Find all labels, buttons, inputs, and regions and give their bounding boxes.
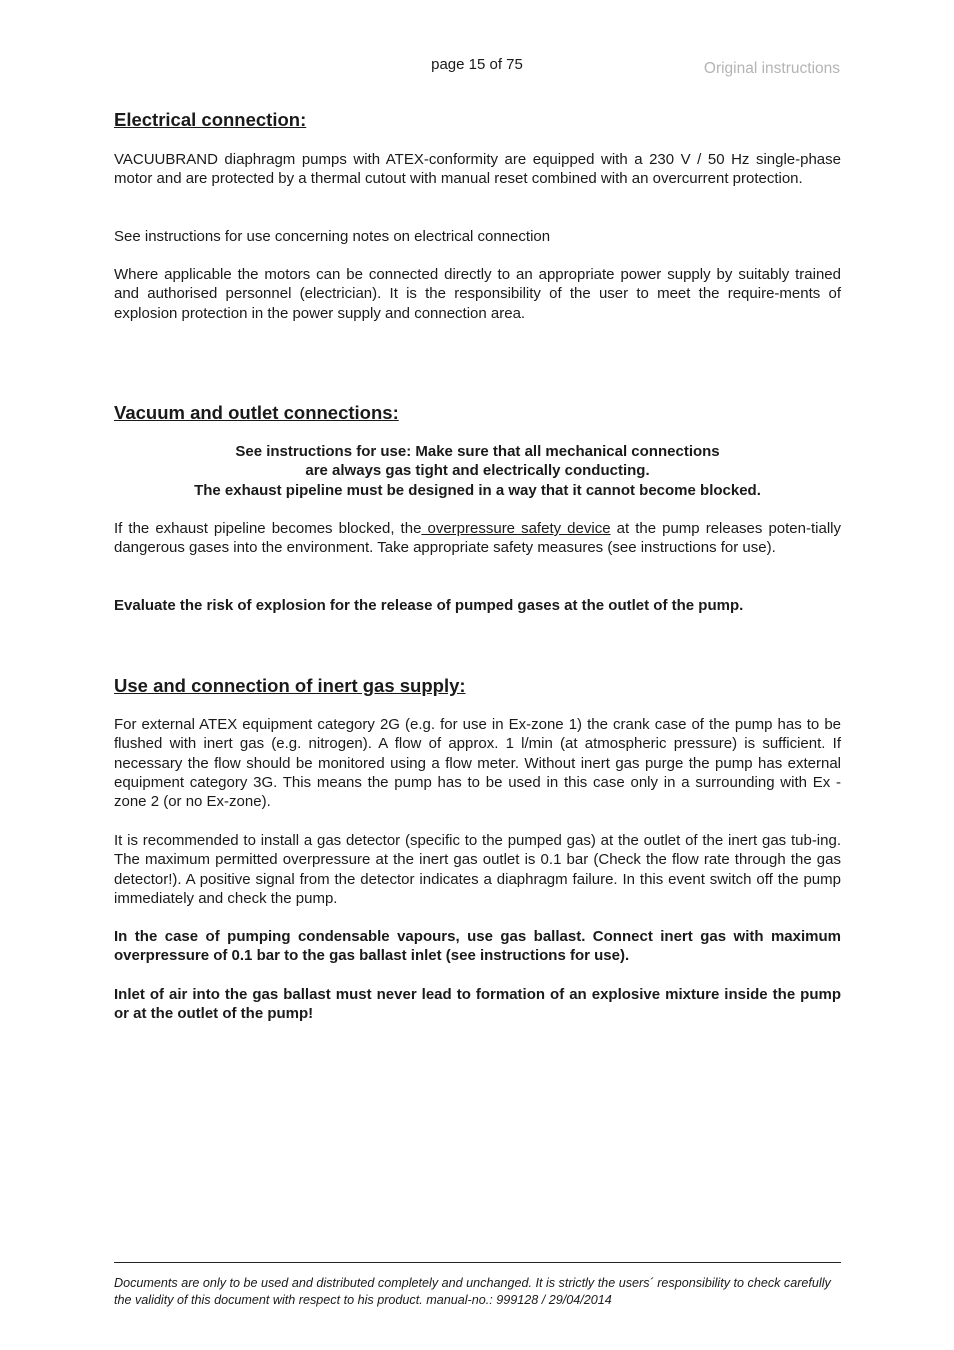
- notice-line: The exhaust pipeline must be designed in a way that it cannot become blocked.: [194, 481, 761, 499]
- document-type-label: Original instructions: [703, 60, 840, 77]
- inert-paragraph-3: In the case of pumping condensable vapours, use gas ballast. Connect inert gas with maximum overpressure of 0.1 bar to the gas ballast inlet (see instructions for use).: [114, 928, 841, 965]
- vacuum-safety-notice: [114, 442, 841, 500]
- vacuum-outlet-heading: Vacuum and outlet connections:: [114, 402, 399, 423]
- footer-disclaimer: [114, 1275, 841, 1308]
- page-number: page 15 of 75: [431, 56, 523, 73]
- electrical-connection-heading: Electrical connection:: [114, 109, 307, 130]
- inert-paragraph-4: Inlet of air into the gas ballast must never lead to formation of an explosive mixture inside the pump or at the outlet of the pump!: [114, 986, 841, 1023]
- text-segment: at the pump releases poten-tially dangerous gases into the environment. Take appropriate safety measures (see instructions for use).: [114, 520, 841, 557]
- inert-gas-heading: Use and connection of inert gas supply:: [114, 675, 466, 696]
- electrical-paragraph-2: See instructions for use concerning notes on electrical connection: [114, 228, 551, 245]
- overpressure-safety-device-term: overpressure safety device: [421, 520, 611, 537]
- footer-line: the validity of this document with respect to his product. manual-no.: 999128 / 29/04/2014: [114, 1292, 612, 1307]
- notice-line: See instructions for use: Make sure that all mechanical connections: [235, 443, 720, 460]
- inert-paragraph-2: It is recommended to install a gas detector (specific to the pumped gas) at the outlet of the inert gas tub-ing. The maximum permitted overpressure at the inert gas outlet is 0.1 bar (Check the flow rate through the gas detector!). A positive signal from the detector indicates a diaphragm failure. In this event switch off the pump immediately and check the pump.: [114, 832, 841, 907]
- text-segment: If the exhaust pipeline becomes blocked, the: [114, 520, 422, 537]
- vacuum-paragraph-2: Evaluate the risk of explosion for the release of pumped gases at the outlet of the pump.: [114, 597, 744, 614]
- footer-divider: [114, 1262, 841, 1263]
- notice-line: are always gas tight and electrically conducting.: [305, 462, 650, 480]
- electrical-paragraph-1: VACUUBRAND diaphragm pumps with ATEX-conformity are equipped with a 230 V / 50 Hz single-phase motor and are protected by a thermal cutout with manual reset combined with an overcurrent protection.: [114, 151, 841, 188]
- electrical-paragraph-3: Where applicable the motors can be connected directly to an appropriate power supply by suitably trained and authorised personnel (electrician). It is the responsibility of the user to meet the require-ments of explosion protection in the power supply and connection area.: [114, 266, 841, 322]
- footer-line: Documents are only to be used and distributed completely and unchanged. It is strictly the users´ responsibility to check carefully: [114, 1276, 831, 1290]
- inert-paragraph-1: For external ATEX equipment category 2G (e.g. for use in Ex-zone 1) the crank case of the pump has to be flushed with inert gas (e.g. nitrogen). A flow of approx. 1 l/min (at atmospheric pressure) is sufficient. If necessary the flow should be monitored using a flow meter. Without inert gas purge the pump has external equipment category 3G. This means the pump has to be used in this case only in a surrounding with Ex - zone 2 (or no Ex-zone).: [114, 716, 841, 811]
- vacuum-paragraph-1: [114, 519, 841, 558]
